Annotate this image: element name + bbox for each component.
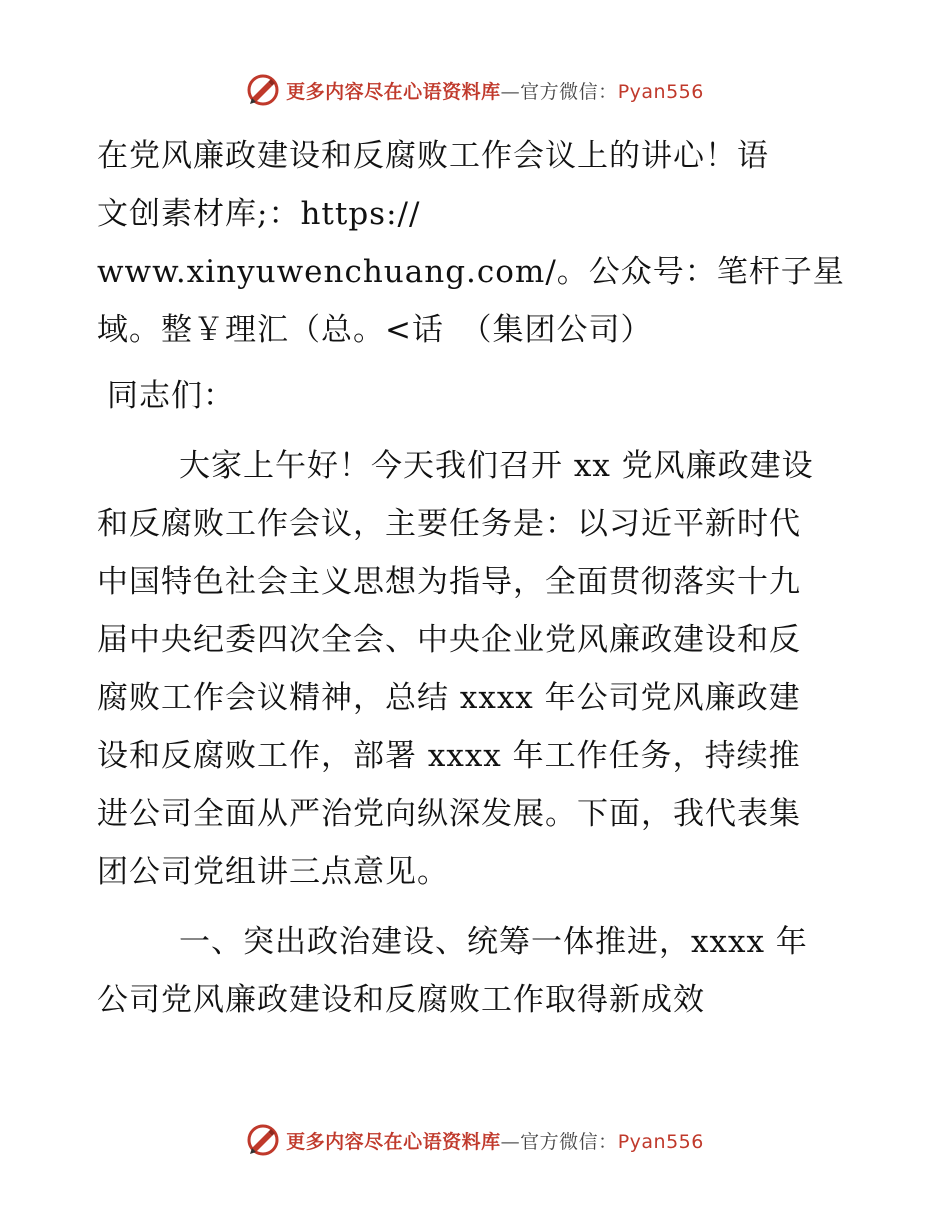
heading-line: 公司党风廉政建设和反腐败工作取得新成效 [97,982,705,1018]
footer-watermark-banner [0,1120,950,1160]
paragraph-line: 和反腐败工作会议，主要任务是：以习近平新时代 [97,506,801,542]
banner-main-text: 更多内容尽在心语资料库 [286,1130,501,1153]
paragraph-line: 团公司党组讲三点意见。 [97,854,449,890]
title-line-3: www.xinyuwenchuang.com/。公众号：笔杆子星 [97,254,845,290]
banner-official-label: 官方微信： [520,1130,618,1153]
banner-dash: — [500,1130,521,1153]
paragraph-1 [97,437,867,901]
banner-dash: — [500,80,521,103]
paragraph-line: 中国特色社会主义思想为指导，全面贯彻落实十九 [97,564,801,600]
paragraph-line: 腐败工作会议精神，总结 xxxx 年公司党风廉政建 [97,680,801,716]
pen-logo-icon [246,73,280,107]
title-line-2: 文创素材库;：https:// [97,196,421,232]
banner-wechat-id: Pyan556 [617,80,704,103]
paragraph-line: 大家上午好！今天我们召开 xx 党风廉政建设 [179,448,814,484]
salutation: 同志们： [107,378,235,414]
banner-text [286,1127,704,1154]
banner-wechat-id: Pyan556 [617,1130,704,1153]
banner-main-text: 更多内容尽在心语资料库 [286,80,501,103]
paragraph-line: 设和反腐败工作，部署 xxxx 年工作任务，持续推 [97,738,801,774]
document-title [97,127,867,359]
title-line-1: 在党风廉政建设和反腐败工作会议上的讲心！语 [97,138,769,174]
document-body [97,127,867,1029]
section-heading-1 [97,913,867,1029]
paragraph-line: 进公司全面从严治党向纵深发展。下面，我代表集 [97,796,801,832]
banner-text [286,77,704,104]
title-line-4: 域。整￥理汇（总。<话 （集团公司） [97,312,653,348]
paragraph-line: 届中央纪委四次全会、中央企业党风廉政建设和反 [97,622,801,658]
banner-official-label: 官方微信： [520,80,618,103]
pen-logo-icon [246,1123,280,1157]
heading-line: 一、突出政治建设、统筹一体推进，xxxx 年 [179,924,808,960]
header-watermark-banner [0,70,950,110]
